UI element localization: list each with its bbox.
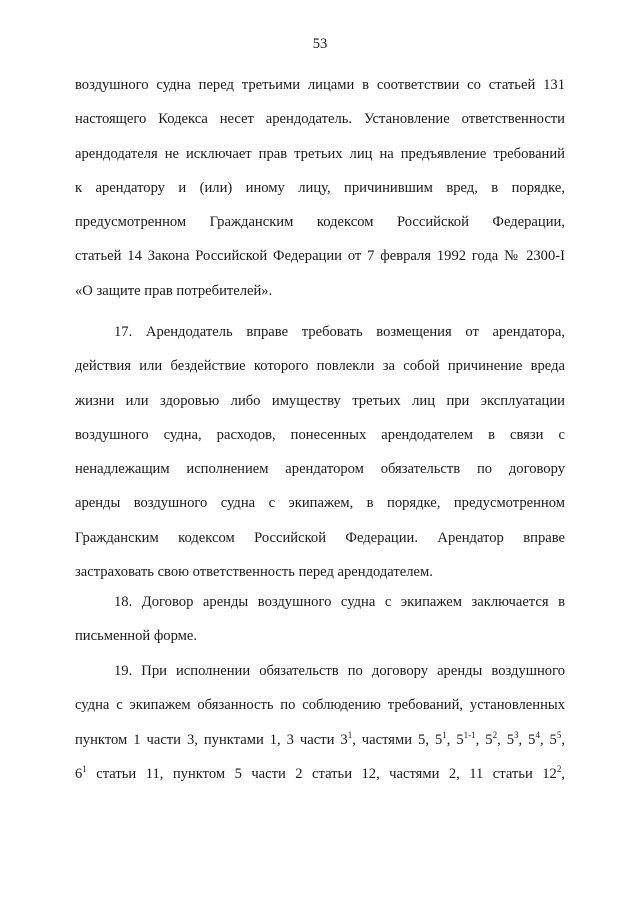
text-run: , частями 5, 5 [352, 731, 443, 748]
text-run: 6 [75, 765, 83, 782]
text-line: действия или бездействие которого повлекли за собой причинение вреда [75, 358, 565, 375]
text-run: , 5 [539, 731, 557, 748]
text-run: пунктом 1 части 3, пунктами 1, 3 части 3 [75, 731, 348, 748]
text-line: настоящего Кодекса несет арендодатель. Установление ответственности [75, 111, 565, 128]
superscript: 2 [492, 729, 498, 740]
text-line: воздушного судна, расходов, понесенных арендодателем в связи с [75, 426, 565, 443]
superscript: 2 [556, 763, 562, 774]
text-run: , 5 [497, 731, 515, 748]
text-line-with-superscripts [75, 723, 565, 757]
text-line: судна с экипажем обязанность по соблюдению требований, установленных [75, 697, 565, 714]
text-line: 18. Договор аренды воздушного судна с экипажем заключается в [114, 594, 565, 610]
text-line: предусмотренном Гражданским кодексом Российской Федерации, [75, 214, 565, 231]
text-run: , [561, 765, 565, 782]
text-line: Гражданским кодексом Российской Федерации. Арендатор вправе [75, 529, 565, 546]
text-line: воздушного судна перед третьими лицами в соответствии со статьей 131 [75, 77, 565, 93]
paragraph-18 [75, 585, 565, 654]
superscript: 1 [442, 729, 447, 740]
text-line: ненадлежащим исполнением арендатором обязательств по договору [75, 461, 565, 478]
text-line: статьей 14 Закона Российской Федерации от 7 февраля 1992 года № 2300-I [75, 248, 565, 265]
superscript: 1-1 [463, 729, 476, 740]
text-line: письменной форме. [75, 628, 198, 645]
superscript: 4 [535, 729, 540, 740]
text-line: «О защите прав потребителей». [75, 282, 273, 299]
page-number: 53 [312, 36, 328, 52]
text-line: 19. При исполнении обязательств по договору аренды воздушного [114, 663, 565, 679]
superscript: 1 [347, 729, 353, 740]
text-run: , 5 [446, 731, 464, 748]
text-line: 17. Арендодатель вправе требовать возмещения от арендатора, [114, 324, 565, 340]
paragraph-17 [75, 315, 565, 589]
text-run: , [561, 731, 566, 748]
text-run: , 5 [475, 731, 493, 748]
paragraph-continuation [75, 68, 565, 308]
text-line: арендодателя не исключает прав третьих лиц на предъявление требований [75, 145, 565, 162]
text-line: к арендатору и (или) иному лицу, причинившим вред, в порядке, [75, 179, 565, 196]
superscript: 3 [514, 729, 519, 740]
text-line: застраховать свою ответственность перед арендодателем. [75, 564, 433, 581]
superscript: 5 [556, 729, 562, 740]
text-run: , 5 [518, 731, 536, 748]
superscript: 1 [82, 763, 87, 774]
text-line-with-superscripts [75, 757, 565, 791]
text-line: аренды воздушного судна с экипажем, в порядке, предусмотренном [75, 495, 565, 512]
text-run: статьи 11, пунктом 5 части 2 статьи 12, частями 2, 11 статьи 12 [86, 765, 557, 782]
text-line: жизни или здоровью либо имуществу третьих лиц при эксплуатации [75, 392, 565, 409]
paragraph-19 [75, 654, 565, 791]
